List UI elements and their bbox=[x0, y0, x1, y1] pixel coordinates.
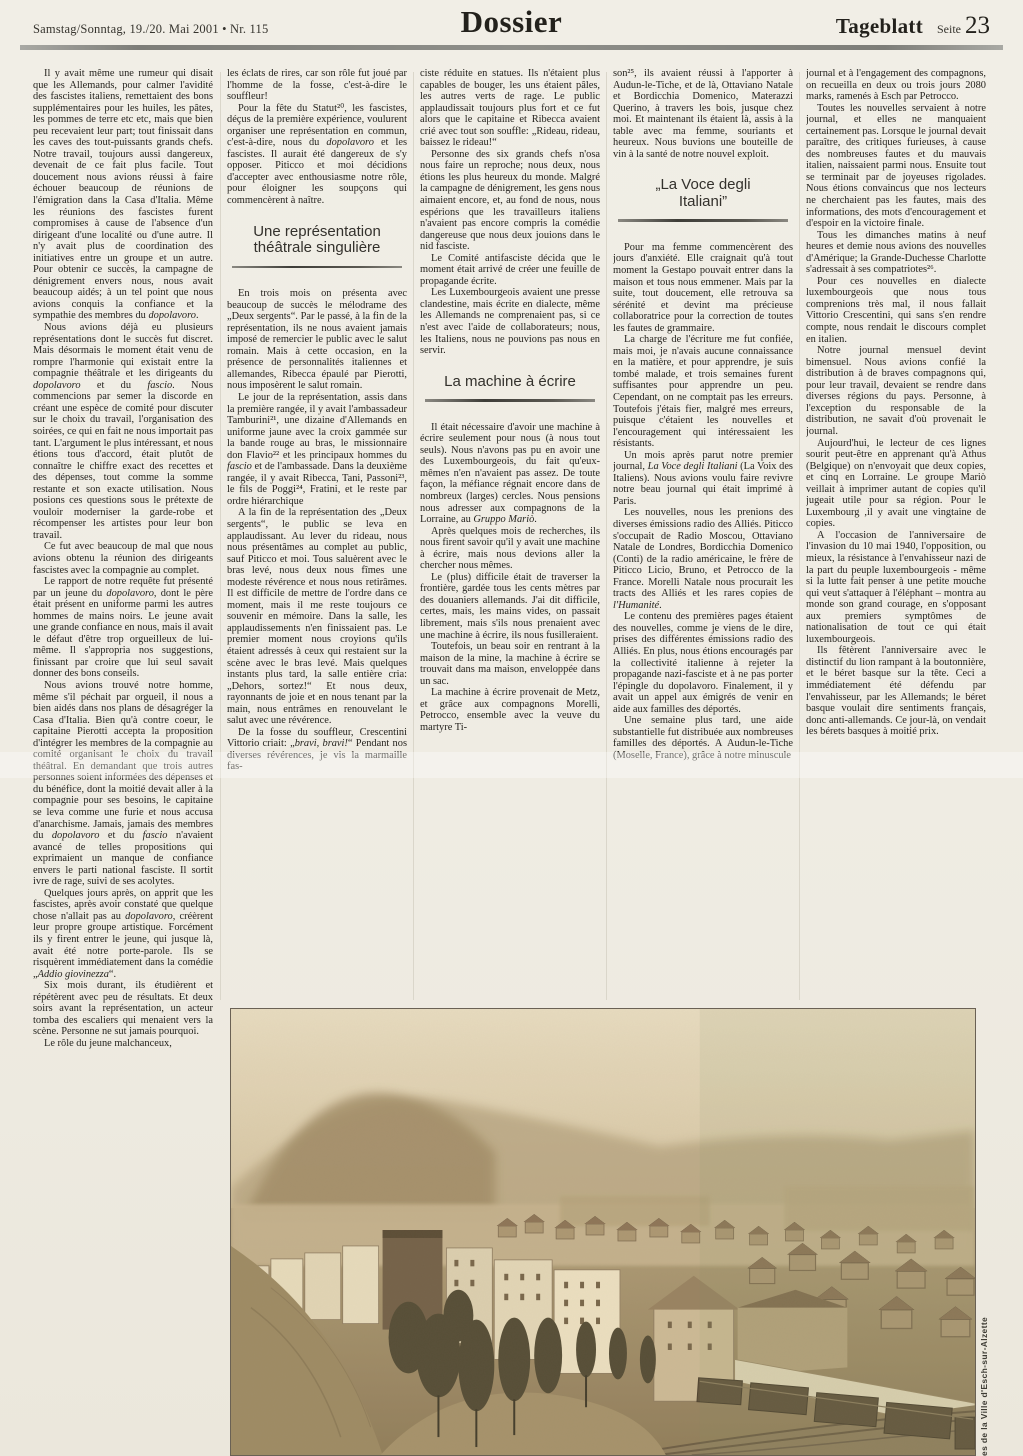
paragraph: Le Comité antifasciste décida que le moment était arrivé de créer une feuille de propagande écrite. bbox=[420, 252, 600, 287]
masthead-rule bbox=[20, 45, 1003, 50]
photo-illustration bbox=[231, 1009, 975, 1455]
paragraph: A l'occasion de l'anniversaire de l'invasion du 10 mai 1940, l'opposition, ou mieux, la résistance à l'envahisseur nazi de la part du peuple luxembourgeois - même si la lutte fait penser à une petite mouche qui veut s'attaquer à l'éléphant – montra au monde son grand courage, en s'opposant aux premiers symptômes de nationalisation de tout ce qui était luxembourgeois. bbox=[806, 529, 986, 645]
paragraph: Ils fêtèrent l'anniversaire avec le distinctif du lion rampant à la boutonnière, et le béret basque sur la tête. Ceci a immédiatement été défendu par l'envahisseur, par les Allemands; le béret basque voulait dire sentiments français, donc anti-allemands. Ce jour-là, on vendait les bérets basques à moitié prix. bbox=[806, 645, 986, 738]
paragraph: La machine à écrire provenait de Metz, et grâce aux compagnons Morelli, Petrocco, ensemble avec la veuve du martyre Ti- bbox=[420, 687, 600, 733]
text-column-1 bbox=[33, 68, 213, 1456]
paragraph: De la fosse du souffleur, Crescentini Vittorio criait: „bravi, bravi!“ Pendant nos diverses révérences, je vis la marmaille fas- bbox=[227, 726, 407, 773]
paragraph: Pour la fête du Statut²⁰, les fascistes, déçus de la première expérience, voulurent organiser une représentation en commun, c'est-à-dire, nous du dopolavoro et les fascistes. Il aurait été dangereux de s'y opposer. Piticco et moi décidions d'accepter avec enthousiasme notre rôle, pour éloigner les soupçons qui commencèrent à naître. bbox=[227, 102, 407, 207]
section-heading: Une représentation théâtrale singulière bbox=[253, 222, 381, 257]
paragraph: Une semaine plus tard, une aide substantielle fut distribuée aux nombreuses familles des déportés. A Audun-le-Tiche (Moselle, France), grâce à notre minuscule bbox=[613, 715, 793, 761]
paragraph: Un mois après parut notre premier journal, La Voce degli Italiani (La Voix des Italiens). Nous avions voulu faire revivre notre beau journal qui était imprimé à Paris. bbox=[613, 449, 793, 507]
photo-credit-vertical: es de la Ville d'Esch-sur-Alzette bbox=[979, 1316, 989, 1456]
heading-rule bbox=[618, 219, 787, 222]
paragraph: les éclats de rires, car son rôle fut joué par l'homme de la fosse, c'est-à-dire le souffleur! bbox=[227, 68, 407, 103]
paragraph: Toutefois, un beau soir en rentrant à la maison de la mine, la machine à écrire se trouvait dans ma maison, enveloppée dans un sac. bbox=[420, 641, 600, 687]
heading-rule bbox=[425, 399, 594, 402]
paragraph: Ce fut avec beaucoup de mal que nous avions obtenu la réunion des dirigeants fascistes avec la compagnie au complet. bbox=[33, 541, 213, 576]
paragraph: Notre journal mensuel devint bimensuel. Nous avions confié la distribution à de braves compagnons qui, pour leur travail, devaient se rendre dans diverses régions du pays. Personne, à l'exception du responsable de la distribution, ne savait d'où provenait le journal. bbox=[806, 345, 986, 437]
paragraph: A la fin de la représentation des „Deux sergents“, le public se leva en applaudissant. Au lever du rideau, nous nous présentâmes au complet au public, sauf Piticco et moi. Tous saluèrent avec le bras levé, nous deux nous fîmes une modeste révérence et nous nous retirâmes. Il est difficile de mettre de l'ordre dans ce moment, mais il me reste toujours ce souvenir en mémoire. Dans la salle, les applaudissements n'en finissaient pas. Le premier moment nous croyions qu'ils étaient adressés à ceux qui restaient sur la scène avec le bras levé. Mais quelques instants plus tard, la salle entière cria: „Dehors, sortez!“ Et nous deux, rayonnants de joie et en nous tenant par la main, nous entrâmes en renouvelant le salut avec une révérence. bbox=[227, 507, 407, 727]
paragraph: Le (plus) difficile était de traverser la frontière, gardée tous les cents mètres par des douaniers allemands. J'ai dit difficile, certes, mais, les mains vides, on passait librement, mais s'ils nous prenaient avec une machine à écrire, ils nous fusilleraient. bbox=[420, 571, 600, 641]
paragraph: Quelques jours après, on apprit que les fascistes, après avoir constaté que quelque chose n'allait pas au dopolavoro, créèrent leur propre groupe artistique. Forcément ils y firent entrer le jeune, qui jusque là, avait été notre porte-parole. Ils se risquèrent immédiatement dans la comédie „Addio giovinezza“. bbox=[33, 887, 213, 980]
column-separator bbox=[413, 72, 414, 1000]
column-separator bbox=[799, 72, 800, 1000]
paragraph: Nous avions trouvé notre homme, même s'il péchait par orgueil, il nous a bien aidés dans nos plans de désagréger la Casa d'Italia. Bien qu'à contre coeur, le capitaine Pierotti accepta la proposition d'intégrer les membres de la compagnie au comité organisant le choix du travail théâtral. En demandant que trois autres personnes soient informées des dépenses et du bénéfice, dont la moitié devait aller à la compagnie pour ses besoins, le capitaine se leva comme une furie et nous accusa d'anarchisme. Jamais, jamais des membres du dopolavoro et du fascio n'avaient avancé de telles propositions qui exprimaient un manque de confiance envers le parti national fasciste. Il sortit ivre de rage, suivi de ses acolytes. bbox=[33, 679, 213, 888]
paragraph: Les Luxembourgeois avaient une presse clandestine, mais écrite en dialecte, même les Allemands ne comprenaient pas, si ce n'est avec l'aide de collaborateurs; nous, les Italiens, nous ne pouvions pas nous en servir. bbox=[420, 287, 600, 357]
paragraph: son²⁵, ils avaient réussi à l'apporter à Audun-le-Tiche, et de là, Ottaviano Natale et Bordicchia Domenico, Materazzi Querino, à travers les bois, jusque chez moi. Et maintenant ils étaient là, assis à la table avec ma femme, souriants et heureux. Nous buvions une bouteille de vin à la santé de notre nouvel exploit. bbox=[613, 68, 793, 160]
paragraph: Le jour de la représentation, assis dans la première rangée, il y avait l'ambassadeur Tamburini²¹, une dizaine d'Allemands en uniforme jaune avec la croix gammée sur la bande rouge au bras, le missionnaire don Flavio²² et les principaux hommes du fascio et de l'ambassade. Dans la deuxième rangée, il y avait Ribecca, Tani, Passoni²³, le fils de Poggi²⁴, Fratini, et le reste par ordre hiérarchique bbox=[227, 391, 407, 507]
paragraph: journal et à l'engagement des compagnons, on recueilla en deux ou trois jours 2080 marks, ramenés à Esch par Petrocco. bbox=[806, 68, 986, 103]
paragraph: Toutes les nouvelles servaient à notre journal, et elles ne manquaient certainement pas. Lorsque le journal devait paraître, des critiques furieuses, à cause des nombreuses fautes et du mauvais italien, naissaient parmi nous. Ensuite tout se terminait par de joyeuses rigolades. Nous étions convaincus que nos lecteurs ne cherchaient pas les fautes, mais des informations, des mots d'encouragement et d'espoir en la victoire finale. bbox=[806, 102, 986, 230]
paragraph: Le rôle du jeune malchanceux, bbox=[44, 1037, 172, 1049]
paragraph: La charge de l'écriture me fut confiée, mais moi, je n'avais aucune connaissance en la matière, et pour apprendre, je suis tombé malade, et trois semaines furent suffisantes pour apprendre un peu. Cependant, on ne comptait pas les erreurs. Toutefois j'étais fier, malgré mes erreurs, puisque c'étaient les nouvelles et l'encouragement qui intéressaient les résistants. bbox=[613, 334, 793, 450]
date-line: Samstag/Sonntag, 19./20. Mai 2001 • Nr. 115 bbox=[33, 22, 269, 36]
paragraph: Six mois durant, ils étudièrent et répétèrent avec peu de résultats. Et deux soirs avant la représentation, un acteur tomba des escaliers qui menaient vers la scène. Personne ne sut jamais pourquoi. bbox=[33, 980, 213, 1038]
section-title: Dossier bbox=[460, 4, 563, 39]
paragraph: Il était nécessaire d'avoir une machine à écrire seulement pour nous (à nous tout seuls). Nous n'avons pas pu en avoir une des Luxembourgeois, du fait qu'eux-mêmes n'en n'avaient pas assez. De toute façon, la méfiance régnait encore dans de nombreux (larges) cercles. Nous pensions nous adresser aux compagnons de la Lorraine, au Gruppo Mariò. bbox=[420, 421, 600, 526]
paragraph: Nous avions déjà eu plusieurs représentations dont le succès fut discret. Mais désormais le moment était venu de rompre l'harmonie qui existait entre la compagnie théâtrale et les dirigeants du dopolavoro et du fascio. Nous commencions par semer la discorde en créant une espèce de comité pour discuter sur le choix du travail, l'organisation des soirées, ce qui en fait ne nous importait pas tant. L'argument le plus intéressant, et nous étions tous d'accord, était plutôt de connaître le chiffre exact des recettes et des dépenses, tout comme la somme restante et son exacte utilisation. Nous posions ces questions sous le prétexte de vouloir moderniser la garde-robe et récompenser les artistes pour leur bon travail. bbox=[33, 322, 213, 541]
paragraph: Personne des six grands chefs n'osa nous faire un reproche; nous deux, nous étions les plus heureux du monde. Malgré la campagne de dénigrement, les gens nous aimaient encore, et, au fond de nous, nous espérions que les travailleurs italiens n'avaient pas encore compris la comédie dangereuse que nous deux jouions dans le nid fasciste. bbox=[420, 148, 600, 253]
paragraph: Le contenu des premières pages étaient des nouvelles, comme je viens de le dire, prises des différentes émissions radio des Alliés. En plus, nous étions encouragés par la collectivité italienne à rejeter la propagande nazi-fasciste et à ne pas porter l'épingle du dopolavoro. Finalement, il y avait un appel aux émigrés de venir en aide aux familles des déportés. bbox=[613, 611, 793, 715]
paragraph: Les nouvelles, nous les prenions des diverses émissions radio des Alliés. Piticco s'occupait de Radio Moscou, Ottaviano Natale de Londres, Bordicchia Domenico (Conti) de la radio américaine, le frère de Piticco Licio, Bruno, et Petrocco de la France. Morelli Natale nous procurait les tracts des Alliés et les rares copies de l'Humanité. bbox=[613, 507, 793, 611]
page-number: 23 bbox=[965, 12, 990, 39]
section-heading: „La Voce degli Italiani” bbox=[655, 176, 751, 210]
section-heading: La machine à écrire bbox=[444, 372, 576, 390]
paragraph: Tous les dimanches matins à neuf heures et demie nous avions des nouvelles d'Amérique; la Grande-Duchesse Charlotte s'adressait à ses compatriotes²⁶. bbox=[806, 229, 986, 276]
paragraph: Le rapport de notre requête fut présenté par un jeune du dopolavoro, dont le père était présent en uniforme parmi les autres hommes de mains noirs. Le jeune avait une grande confiance en nous, mais il avait le défaut d'être trop orgueilleux de lui-même. Il s'appropria nos suggestions, finissant par croire que lui seul savait donner des bons conseils. bbox=[33, 576, 213, 680]
paragraph: ciste réduite en statues. Ils n'étaient plus capables de bouger, les uns étaient pâles, les autres verts de rage. Le public applaudissait toujours plus fort et ce fut alors que le capitaine et Ribecca avaient crié avec tout son souffle: „Rideau, rideau, baissez le rideau!“ bbox=[420, 68, 600, 149]
page-word-label: Seite bbox=[937, 22, 961, 36]
paragraph: Après quelques mois de recherches, ils nous firent savoir qu'il y avait une machine à écrire, mais nous devions aller la chercher nous mêmes. bbox=[420, 525, 600, 572]
paper-name-block bbox=[836, 12, 990, 40]
column-separator bbox=[220, 72, 221, 1000]
paragraph: Pour ces nouvelles en dialecte luxembourgeois que nous tous comprenions très mal, il nous fallait Vittorio Crescentini, qui sans s'en rendre compte, nous rendait le discours complet en italien. bbox=[806, 275, 986, 345]
paper-name: Tageblatt bbox=[835, 14, 923, 38]
photo-esch-panorama bbox=[230, 1008, 976, 1456]
paragraph: Aujourd'hui, le lecteur de ces lignes sourit peut-être en apprenant qu'à Athus (Belgique) on n'envoyait que deux copies, et cinq en Lorraine. Le groupe Mariò veillait à imprimer autant de copies qu'il jugeait utile pour sa région. Pour le Luxembourg ,il y avait une vingtaine de copies. bbox=[806, 437, 986, 530]
paragraph: Pour ma femme commencèrent des jours d'anxiété. Elle craignait qu'à tout moment la Gestapo pouvait entrer dans la maison et tous nous emmener. Mais par la suite, tout doucement, elle retrouva sa sérénité et devint ma précieuse collaboratrice pour la correction de toutes les fautes de grammaire. bbox=[613, 241, 793, 334]
heading-rule bbox=[232, 266, 401, 269]
column-separator bbox=[606, 72, 607, 1000]
paragraph: En trois mois on présenta avec beaucoup de succès le mélodrame des „Deux sergents“. Par le passé, à la fin de la représentation, ils ne nous avaient jamais imposé de remercier le public avec le salut romain. Mais à cette occasion, en la présence de personnalités italiennes et allemandes, Ribecca épaulé par Pierotti, nous imposèrent le salut romain. bbox=[227, 288, 407, 392]
paragraph: Il y avait même une rumeur qui disait que les Allemands, pour calmer l'avidité des fascistes italiens, remettaient des bons supplémentaires pour les huiles, les pâtes, les pommes de terre etc etc, mais que bien peu recevaient leur part; tout finissait dans les caves des tout-puissants grands chefs. Notre travail, toujours aussi dangereux, devenait de ce fait plus facile. Tout doucement nous avions réussi à faire échouer beaucoup de réunions de l'émigration dans la Casa d'Italia. Même les réunions des fascistes furent compromises à cause de l'absence d'un dirigeant d'une localité ou d'une autre. Il n'y avait plus de coordination des initiatives entre un groupe et un autre. Pour obtenir ce succès, la campagne de dénigrement envers nous, nous avait beaucoup aidés; à un tel point que nous avions conquis la confiance et la sympathie des membres du dopolavoro. bbox=[33, 68, 213, 322]
